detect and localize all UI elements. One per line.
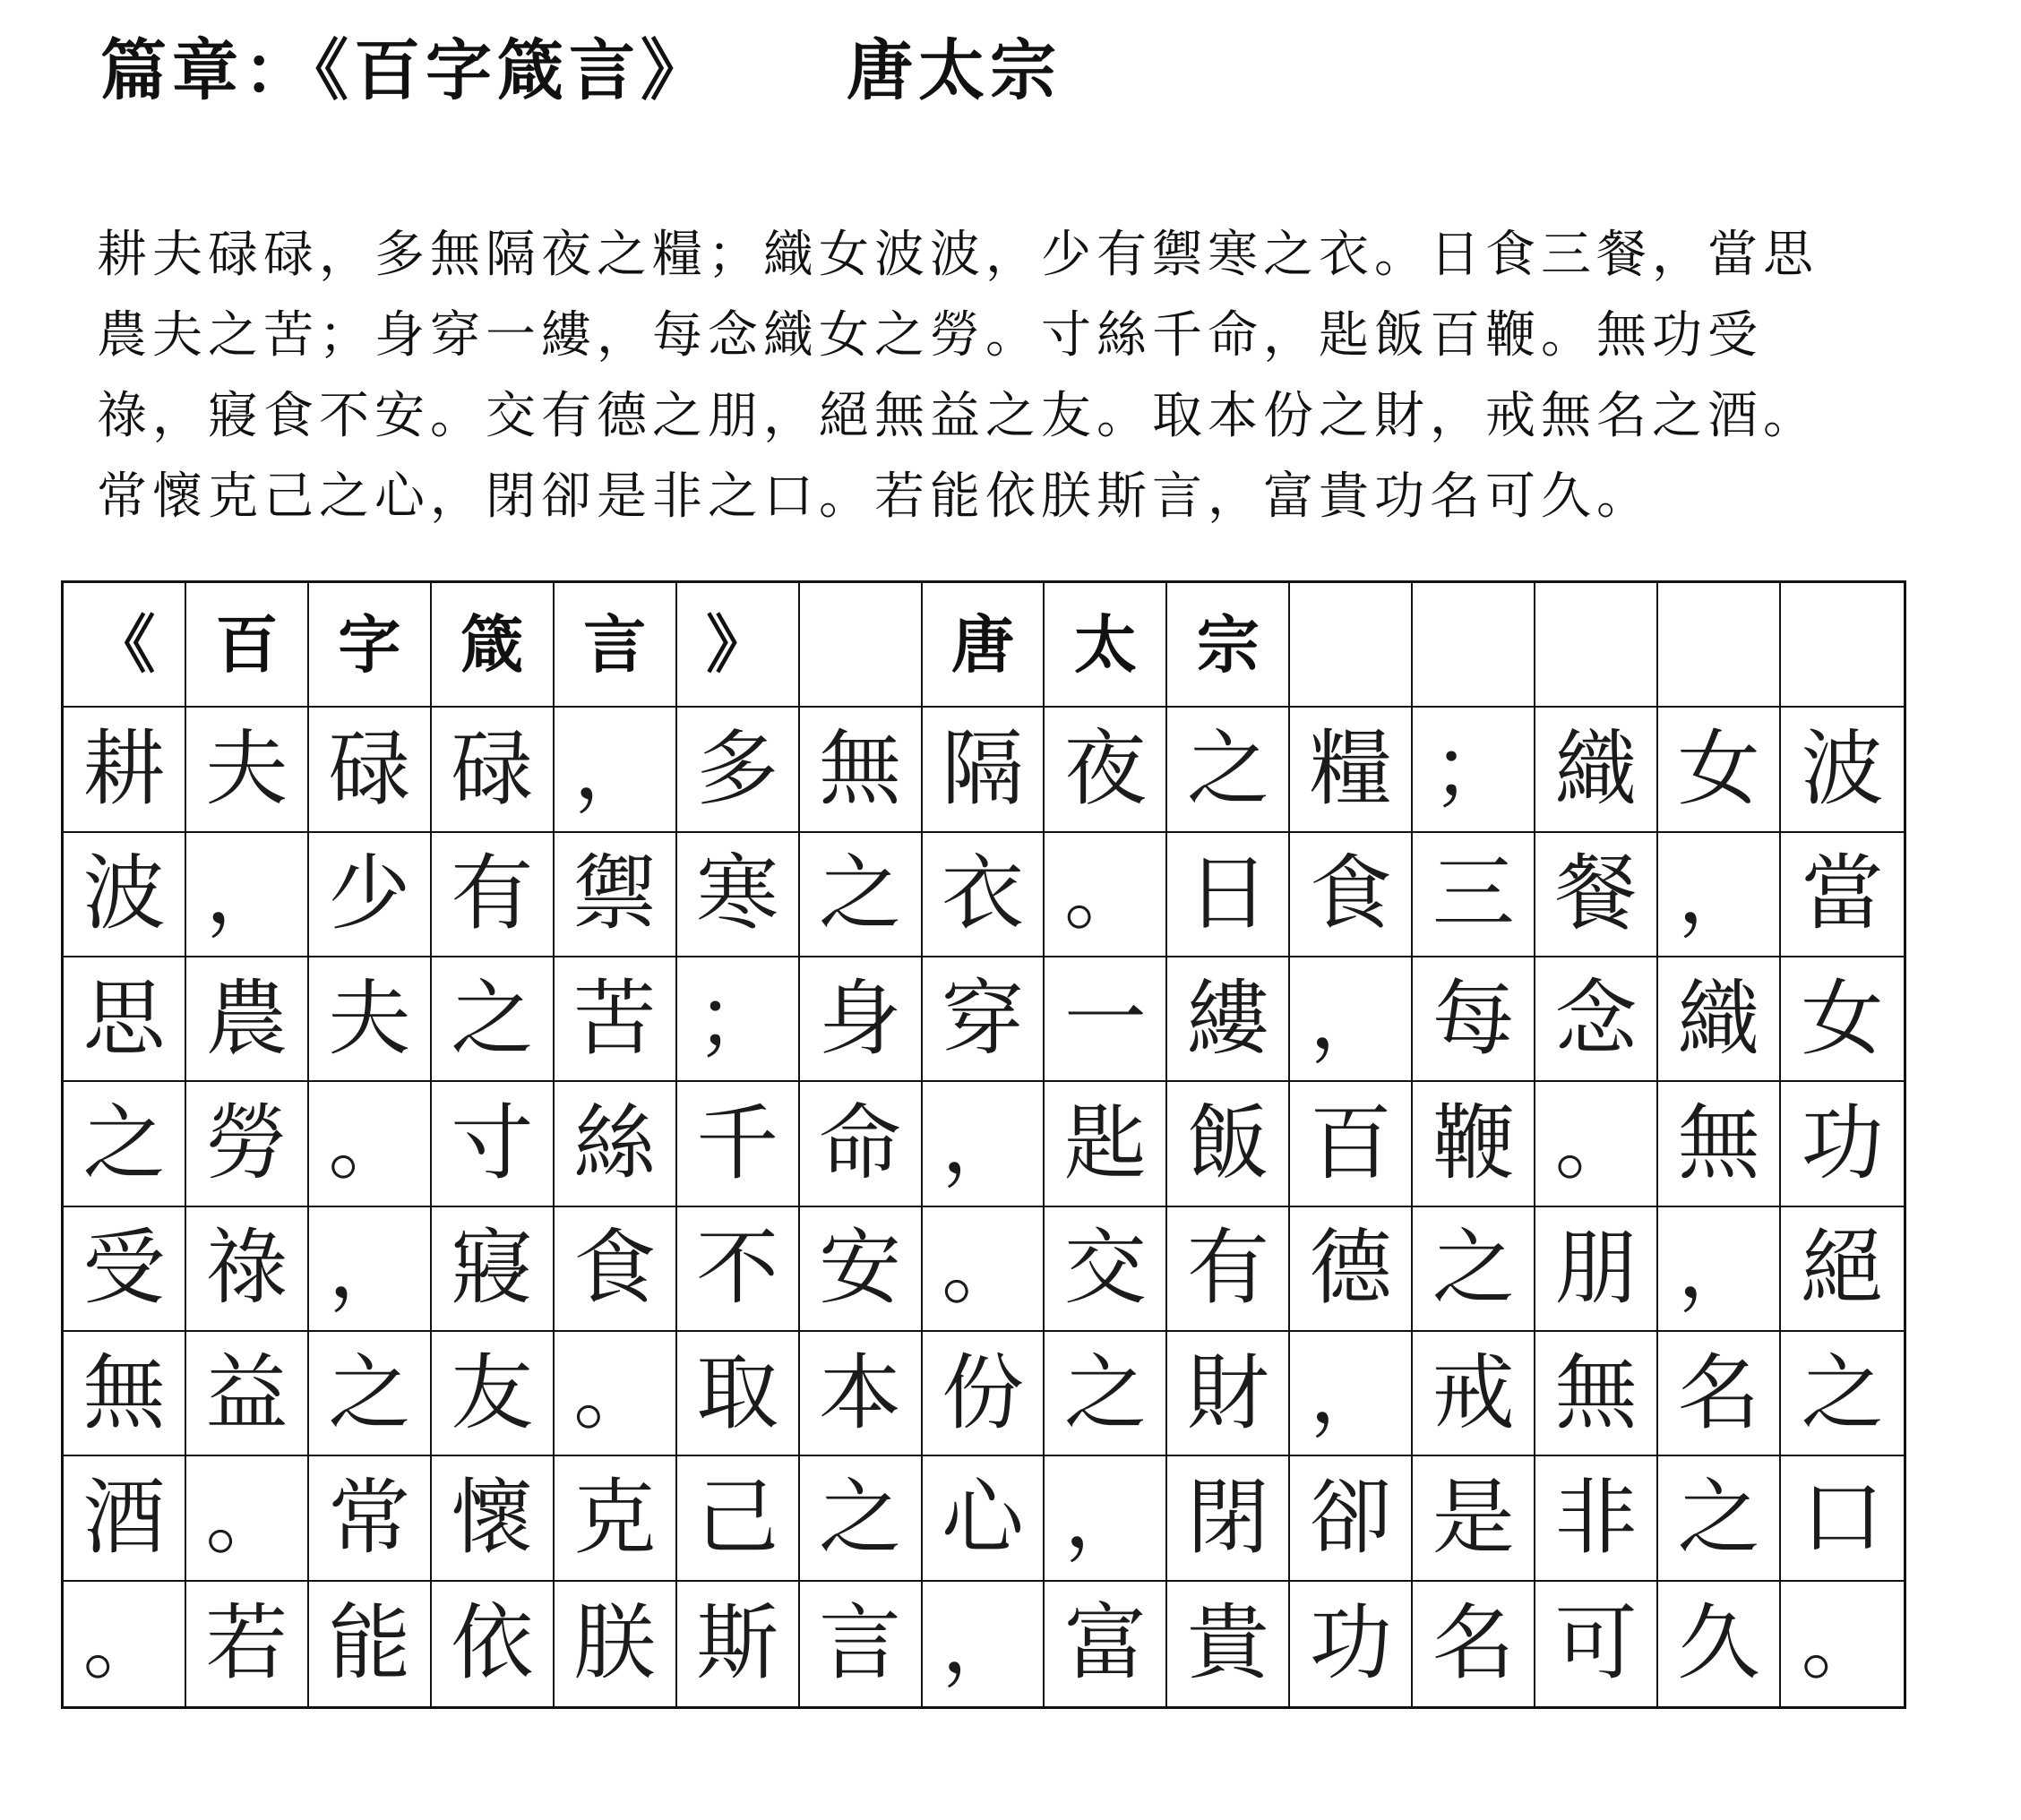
grid-cell: 命	[800, 1082, 923, 1206]
grid-cell: 念	[1535, 957, 1658, 1082]
practice-grid	[61, 580, 1906, 1709]
grid-cell: ，	[923, 1582, 1045, 1706]
grid-cell: 勞	[186, 1082, 309, 1206]
grid-cell: 女	[1658, 708, 1781, 832]
grid-cell: 禦	[555, 833, 677, 957]
grid-cell: 織	[1658, 957, 1781, 1082]
grid-cell: 友	[432, 1332, 555, 1456]
grid-cell: 之	[64, 1082, 186, 1206]
grid-cell: ，	[923, 1082, 1045, 1206]
grid-cell: 夫	[186, 708, 309, 832]
grid-cell: 財	[1167, 1332, 1290, 1456]
grid-cell: 之	[1045, 1332, 1167, 1456]
grid-cell: 卻	[1290, 1456, 1413, 1581]
grid-cell: 寢	[432, 1207, 555, 1332]
grid-cell: 之	[1413, 1207, 1535, 1332]
grid-cell: 絕	[1781, 1207, 1904, 1332]
grid-cell: 朋	[1535, 1207, 1658, 1332]
grid-cell: 有	[1167, 1207, 1290, 1332]
grid-header-cell	[1413, 583, 1535, 708]
grid-cell: 。	[923, 1207, 1045, 1332]
title-label: 篇章：《百字箴言》	[100, 32, 712, 109]
grid-cell: 每	[1413, 957, 1535, 1082]
grid-cell: 口	[1781, 1456, 1904, 1581]
grid-cell: 匙	[1045, 1082, 1167, 1206]
grid-cell: 之	[1781, 1332, 1904, 1456]
grid-cell: 。	[555, 1332, 677, 1456]
grid-cell: 懷	[432, 1456, 555, 1581]
grid-cell: 耕	[64, 708, 186, 832]
page-title	[100, 16, 1062, 115]
passage-text	[97, 215, 1942, 537]
grid-cell: 本	[800, 1332, 923, 1456]
grid-cell: 思	[64, 957, 186, 1082]
grid-cell: 益	[186, 1332, 309, 1456]
grid-cell: 久	[1658, 1582, 1781, 1706]
grid-cell: ，	[1290, 1332, 1413, 1456]
grid-cell: 夫	[309, 957, 432, 1082]
grid-cell: 名	[1413, 1582, 1535, 1706]
grid-cell: 之	[800, 833, 923, 957]
grid-header-cell: 唐	[923, 583, 1045, 708]
grid-cell: 少	[309, 833, 432, 957]
grid-header-cell: 字	[309, 583, 432, 708]
grid-cell: ，	[1658, 1207, 1781, 1332]
grid-cell: 飯	[1167, 1082, 1290, 1206]
grid-cell: 之	[309, 1332, 432, 1456]
grid-header-cell	[1535, 583, 1658, 708]
grid-header-cell	[1658, 583, 1781, 708]
grid-cell: 無	[1535, 1332, 1658, 1456]
grid-header-cell	[1290, 583, 1413, 708]
passage-line: 耕夫碌碌，多無隔夜之糧；織女波波，少有禦寒之衣。日食三餐，當思	[97, 226, 1819, 284]
grid-cell: 貴	[1167, 1582, 1290, 1706]
grid-cell: 食	[1290, 833, 1413, 957]
grid-cell: 波	[64, 833, 186, 957]
passage-line: 常懷克己之心，閉卻是非之口。若能依朕斯言，富貴功名可久。	[97, 468, 1652, 526]
grid-cell: 言	[800, 1582, 923, 1706]
grid-cell: 當	[1781, 833, 1904, 957]
grid-cell: 祿	[186, 1207, 309, 1332]
grid-cell: 富	[1045, 1582, 1167, 1706]
grid-cell: 酒	[64, 1456, 186, 1581]
grid-header-cell: 言	[555, 583, 677, 708]
grid-header-cell	[1781, 583, 1904, 708]
grid-cell: 能	[309, 1582, 432, 1706]
grid-cell: 。	[1535, 1082, 1658, 1206]
grid-cell: 日	[1167, 833, 1290, 957]
grid-cell: 。	[309, 1082, 432, 1206]
grid-cell: 有	[432, 833, 555, 957]
grid-cell: 碌	[432, 708, 555, 832]
grid-cell: 女	[1781, 957, 1904, 1082]
grid-header-cell: 》	[677, 583, 800, 708]
grid-cell: 寸	[432, 1082, 555, 1206]
grid-cell: 鞭	[1413, 1082, 1535, 1206]
passage-line: 農夫之苦；身穿一縷，每念織女之勞。寸絲千命，匙飯百鞭。無功受	[97, 306, 1763, 365]
grid-cell: 斯	[677, 1582, 800, 1706]
grid-header-cell: 箴	[432, 583, 555, 708]
grid-header-cell: 太	[1045, 583, 1167, 708]
grid-cell: 取	[677, 1332, 800, 1456]
title-author: 唐太宗	[847, 32, 1062, 109]
grid-cell: 糧	[1290, 708, 1413, 832]
grid-cell: 份	[923, 1332, 1045, 1456]
grid-cell: 百	[1290, 1082, 1413, 1206]
grid-cell: ，	[555, 708, 677, 832]
grid-cell: 之	[432, 957, 555, 1082]
grid-cell: 穿	[923, 957, 1045, 1082]
grid-cell: 食	[555, 1207, 677, 1332]
passage-line: 祿，寢食不安。交有德之朋，絕無益之友。取本份之財，戒無名之酒。	[97, 387, 1819, 445]
grid-cell: 閉	[1167, 1456, 1290, 1581]
grid-cell: 常	[309, 1456, 432, 1581]
grid-cell: 苦	[555, 957, 677, 1082]
grid-cell: 夜	[1045, 708, 1167, 832]
grid-cell: 朕	[555, 1582, 677, 1706]
grid-cell: 隔	[923, 708, 1045, 832]
grid-cell: 波	[1781, 708, 1904, 832]
grid-cell: 可	[1535, 1582, 1658, 1706]
grid-cell: 。	[1045, 833, 1167, 957]
grid-cell: 若	[186, 1582, 309, 1706]
grid-cell: 之	[1658, 1456, 1781, 1581]
grid-cell: 功	[1290, 1582, 1413, 1706]
grid-cell: 無	[64, 1332, 186, 1456]
grid-cell: 碌	[309, 708, 432, 832]
grid-cell: 不	[677, 1207, 800, 1332]
grid-cell: 千	[677, 1082, 800, 1206]
grid-cell: 交	[1045, 1207, 1167, 1332]
grid-cell: 克	[555, 1456, 677, 1581]
grid-cell: 衣	[923, 833, 1045, 957]
grid-cell: 受	[64, 1207, 186, 1332]
grid-cell: 安	[800, 1207, 923, 1332]
grid-cell: 德	[1290, 1207, 1413, 1332]
grid-cell: 寒	[677, 833, 800, 957]
grid-cell: ，	[186, 833, 309, 957]
grid-cell: 無	[800, 708, 923, 832]
grid-cell: ，	[1045, 1456, 1167, 1581]
grid-cell: 之	[1167, 708, 1290, 832]
grid-cell: 一	[1045, 957, 1167, 1082]
grid-header-cell: 百	[186, 583, 309, 708]
grid-header-cell: 宗	[1167, 583, 1290, 708]
grid-cell: 依	[432, 1582, 555, 1706]
grid-cell: 。	[64, 1582, 186, 1706]
grid-cell: 餐	[1535, 833, 1658, 957]
grid-cell: ，	[1290, 957, 1413, 1082]
grid-cell: 己	[677, 1456, 800, 1581]
grid-cell: ，	[1658, 833, 1781, 957]
grid-cell: 之	[800, 1456, 923, 1581]
grid-cell: ；	[677, 957, 800, 1082]
grid-cell: 無	[1658, 1082, 1781, 1206]
grid-header-cell	[800, 583, 923, 708]
grid-cell: 多	[677, 708, 800, 832]
grid-cell: 身	[800, 957, 923, 1082]
grid-cell: ，	[309, 1207, 432, 1332]
grid-cell: 縷	[1167, 957, 1290, 1082]
grid-cell: 是	[1413, 1456, 1535, 1581]
grid-cell: 絲	[555, 1082, 677, 1206]
grid-cell: 農	[186, 957, 309, 1082]
grid-cell: 非	[1535, 1456, 1658, 1581]
grid-cell: 名	[1658, 1332, 1781, 1456]
grid-cell: 功	[1781, 1082, 1904, 1206]
grid-cell: 織	[1535, 708, 1658, 832]
grid-header-cell: 《	[64, 583, 186, 708]
grid-cell: ；	[1413, 708, 1535, 832]
grid-cell: 。	[186, 1456, 309, 1581]
grid-cell: 。	[1801, 1595, 1884, 1692]
grid-cell: 戒	[1413, 1332, 1535, 1456]
grid-cell: 心	[923, 1456, 1045, 1581]
grid-cell: 三	[1413, 833, 1535, 957]
